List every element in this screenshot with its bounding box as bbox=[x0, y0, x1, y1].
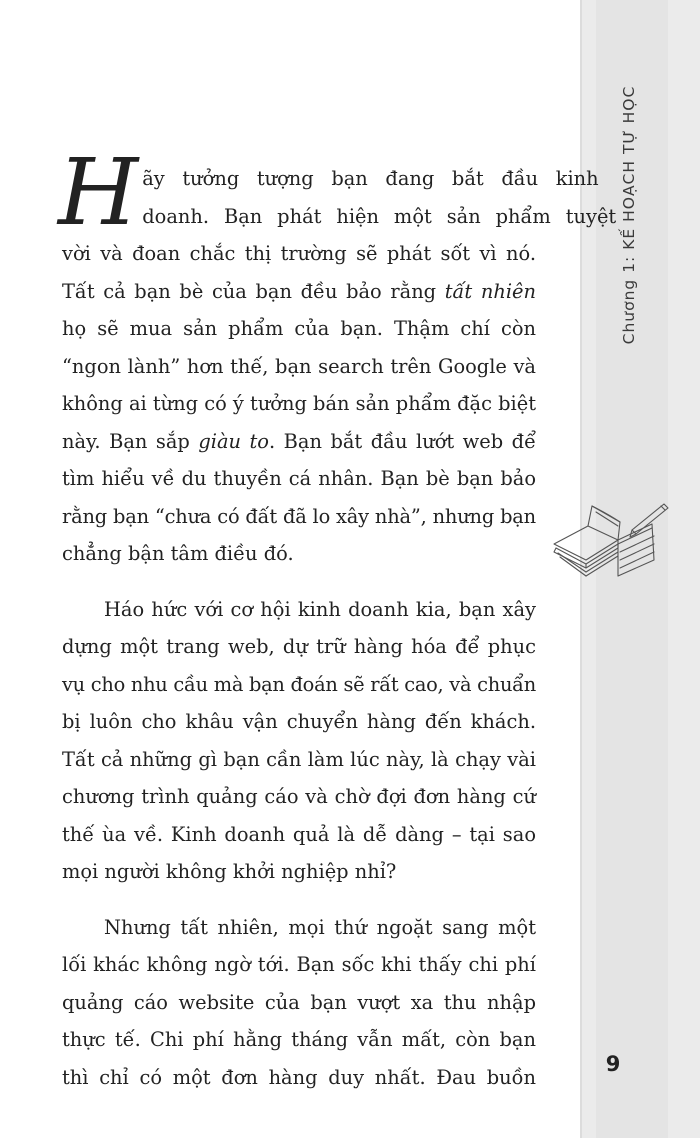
emphasis-text: giàu to bbox=[198, 429, 269, 453]
text-line: dựng một trang web, dự trữ hàng hóa để phục bbox=[62, 635, 536, 658]
text-line: không ai từng có ý tưởng bán sản phẩm đặc biệt bbox=[62, 392, 536, 415]
paragraph-3 bbox=[62, 909, 536, 1097]
text-line: thực tế. Chi phí hằng tháng vẫn mất, còn bạn bbox=[62, 1028, 536, 1051]
text-line: ãy tưởng tượng bạn đang bắt đầu kinh bbox=[142, 167, 599, 190]
text-line: “ngon lành” hơn thế, bạn search trên Google và bbox=[62, 354, 536, 378]
text-line: quảng cáo website của bạn vượt xa thu nhập bbox=[62, 990, 536, 1014]
text-line bbox=[62, 423, 536, 461]
text-line: mọi người không khởi nghiệp nhỉ? bbox=[62, 860, 397, 883]
text-line: bị luôn cho khâu vận chuyển hàng đến khách. bbox=[62, 710, 536, 733]
open-book-with-pencil-icon bbox=[548, 500, 672, 582]
text-line: lối khác không ngờ tới. Bạn sốc khi thấy chi phí bbox=[62, 953, 536, 976]
chapter-title: Chương 1: KẾ HOẠCH TỰ HỌC bbox=[620, 85, 638, 345]
text-line: chương trình quảng cáo và chờ đợi đơn hàng cứ bbox=[62, 785, 536, 808]
text-line: doanh. Bạn phát hiện một sản phẩm tuyệt bbox=[142, 204, 617, 228]
text-line: Nhưng tất nhiên, mọi thứ ngoặt sang một bbox=[104, 915, 536, 939]
body-text bbox=[58, 139, 617, 1096]
text-line: vụ cho nhu cầu mà bạn đoán sẽ rất cao, và chuẩn bbox=[62, 672, 536, 696]
page-number: 9 bbox=[605, 1052, 621, 1076]
text-line: Háo hức với cơ hội kinh doanh kia, bạn xây bbox=[104, 597, 536, 621]
text-line: chẳng bận tâm điều đó. bbox=[62, 542, 294, 565]
text-line: tìm hiểu về du thuyền cá nhân. Bạn bè bạn bảo bbox=[62, 467, 536, 490]
text-line: thế ùa về. Kinh doanh quả là dễ dàng – tại sao bbox=[62, 822, 536, 846]
text-line: thì chỉ có một đơn hàng duy nhất. Đau buồn bbox=[62, 1065, 536, 1089]
emphasis-text: tất nhiên bbox=[444, 279, 537, 303]
text-line bbox=[62, 273, 536, 311]
paragraph-1 bbox=[58, 139, 617, 573]
paragraph-2 bbox=[62, 591, 536, 891]
text-line: vời và đoan chắc thị trường sẽ phát sốt vì nó. bbox=[62, 242, 536, 265]
text-line: họ sẽ mua sản phẩm của bạn. Thậm chí còn bbox=[62, 317, 536, 340]
text-line: rằng bạn “chưa có đất đã lo xây nhà”, nhưng bạn bbox=[62, 504, 536, 528]
text-line: Tất cả những gì bạn cần làm lúc này, là chạy vài bbox=[62, 747, 536, 771]
text-segment: . Bạn bắt đầu lướt web để bbox=[268, 429, 536, 453]
drop-cap: H bbox=[58, 139, 139, 246]
text-segment: này. Bạn sắp bbox=[62, 429, 190, 453]
text-segment: Tất cả bạn bè của bạn đều bảo rằng bbox=[62, 279, 437, 303]
